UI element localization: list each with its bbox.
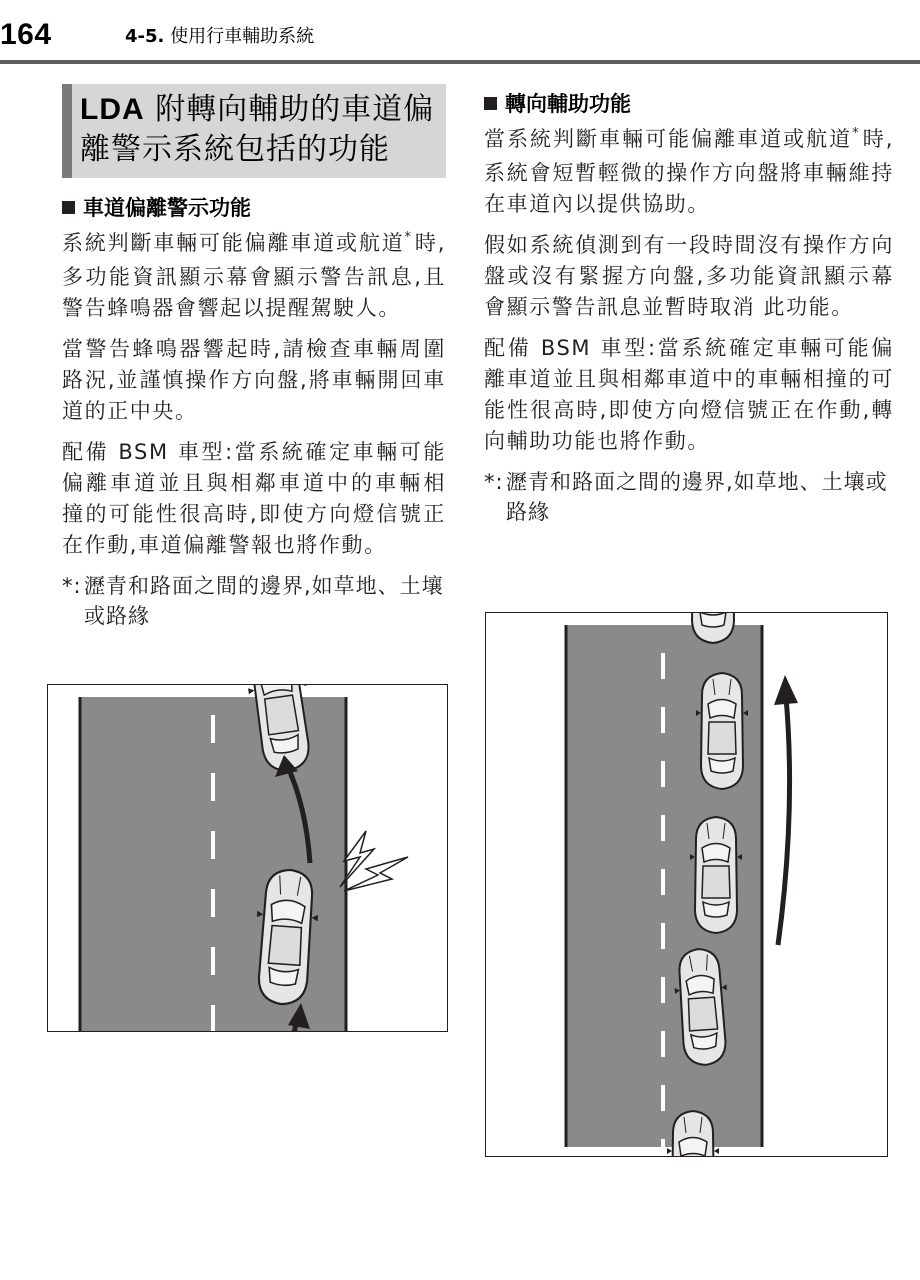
right-footnote xyxy=(484,467,894,527)
steering-assist-heading-text: 轉向輔助功能 xyxy=(505,92,631,116)
right-paragraph-1-a: 當系統判斷車輛可能偏離車道或航道 xyxy=(484,127,853,151)
left-column xyxy=(62,84,446,631)
footnote-mark: *: xyxy=(62,574,82,598)
right-paragraph-1 xyxy=(484,124,894,220)
steering-arrow-head-icon xyxy=(774,675,798,705)
right-paragraph-3: 配備 BSM 車型:當系統確定車輛可能偏離車道並且與相鄰車道中的車輛相撞的可能性很高時,即使方向燈信號正在作動,轉向輔助功能也將作動。 xyxy=(484,336,894,453)
left-paragraph-1-b: 時,多功能資訊顯示幕會顯示警告訊息,且警告蜂鳴器會響起以提醒駕駛人。 xyxy=(62,231,446,320)
lane-departure-illustration xyxy=(47,684,448,1032)
car-2 xyxy=(696,673,748,789)
right-paragraph-1-b: 時,系統會短暫輕微的操作方向盤將車輛維持在車道內以提供協助。 xyxy=(484,127,894,216)
left-paragraph-1 xyxy=(62,228,446,324)
asterisk-mark: * xyxy=(852,126,861,141)
footnote-mark: *: xyxy=(484,470,504,494)
steering-path-arrow xyxy=(778,697,790,945)
page-number: 164 xyxy=(0,18,52,51)
section-number: 4-5. xyxy=(125,26,165,47)
warning-lightning-icon-2 xyxy=(344,857,408,891)
header-rule xyxy=(0,60,920,64)
asterisk-mark: * xyxy=(404,230,413,245)
footnote-text: 瀝青和路面之間的邊界,如草地、土壤或路緣 xyxy=(84,574,444,628)
left-paragraph-2: 當警告蜂鳴器響起時,請檢查車輛周圍路況,並謹慎操作方向盤,將車輛開回車道的正中央。 xyxy=(62,337,446,423)
running-header xyxy=(125,22,314,48)
steering-assist-heading xyxy=(484,88,894,118)
square-bullet-icon xyxy=(484,97,497,110)
lane-departure-alert-heading xyxy=(62,192,446,222)
feature-title xyxy=(62,84,446,178)
right-paragraph-2: 假如系統偵測到有一段時間沒有操作方向盤或沒有緊握方向盤,多功能資訊顯示幕會顯示警告訊息並暫時取消 此功能。 xyxy=(484,233,894,319)
car-3 xyxy=(690,817,742,933)
section-title: 使用行車輔助系統 xyxy=(170,26,315,47)
steering-assist-svg xyxy=(486,613,887,1156)
lane-departure-svg xyxy=(48,685,447,1031)
right-column xyxy=(484,84,894,527)
feature-title-lead: LDA xyxy=(80,93,145,126)
square-bullet-icon xyxy=(62,201,75,214)
left-paragraph-1-a: 系統判斷車輛可能偏離車道或航道 xyxy=(62,231,405,255)
lane-departure-alert-heading-text: 車道偏離警示功能 xyxy=(83,196,251,220)
left-footnote xyxy=(62,571,446,631)
footnote-text: 瀝青和路面之間的邊界,如草地、土壤或路緣 xyxy=(506,470,888,524)
feature-title-rest: 附轉向輔助的車道偏離警示系統包括的功能 xyxy=(80,92,435,167)
steering-assist-illustration xyxy=(485,612,888,1157)
left-paragraph-3: 配備 BSM 車型:當系統確定車輛可能偏離車道並且與相鄰車道中的車輛相撞的可能性很高時,即使方向燈信號正在作動,車道偏離警報也將作動。 xyxy=(62,440,446,557)
